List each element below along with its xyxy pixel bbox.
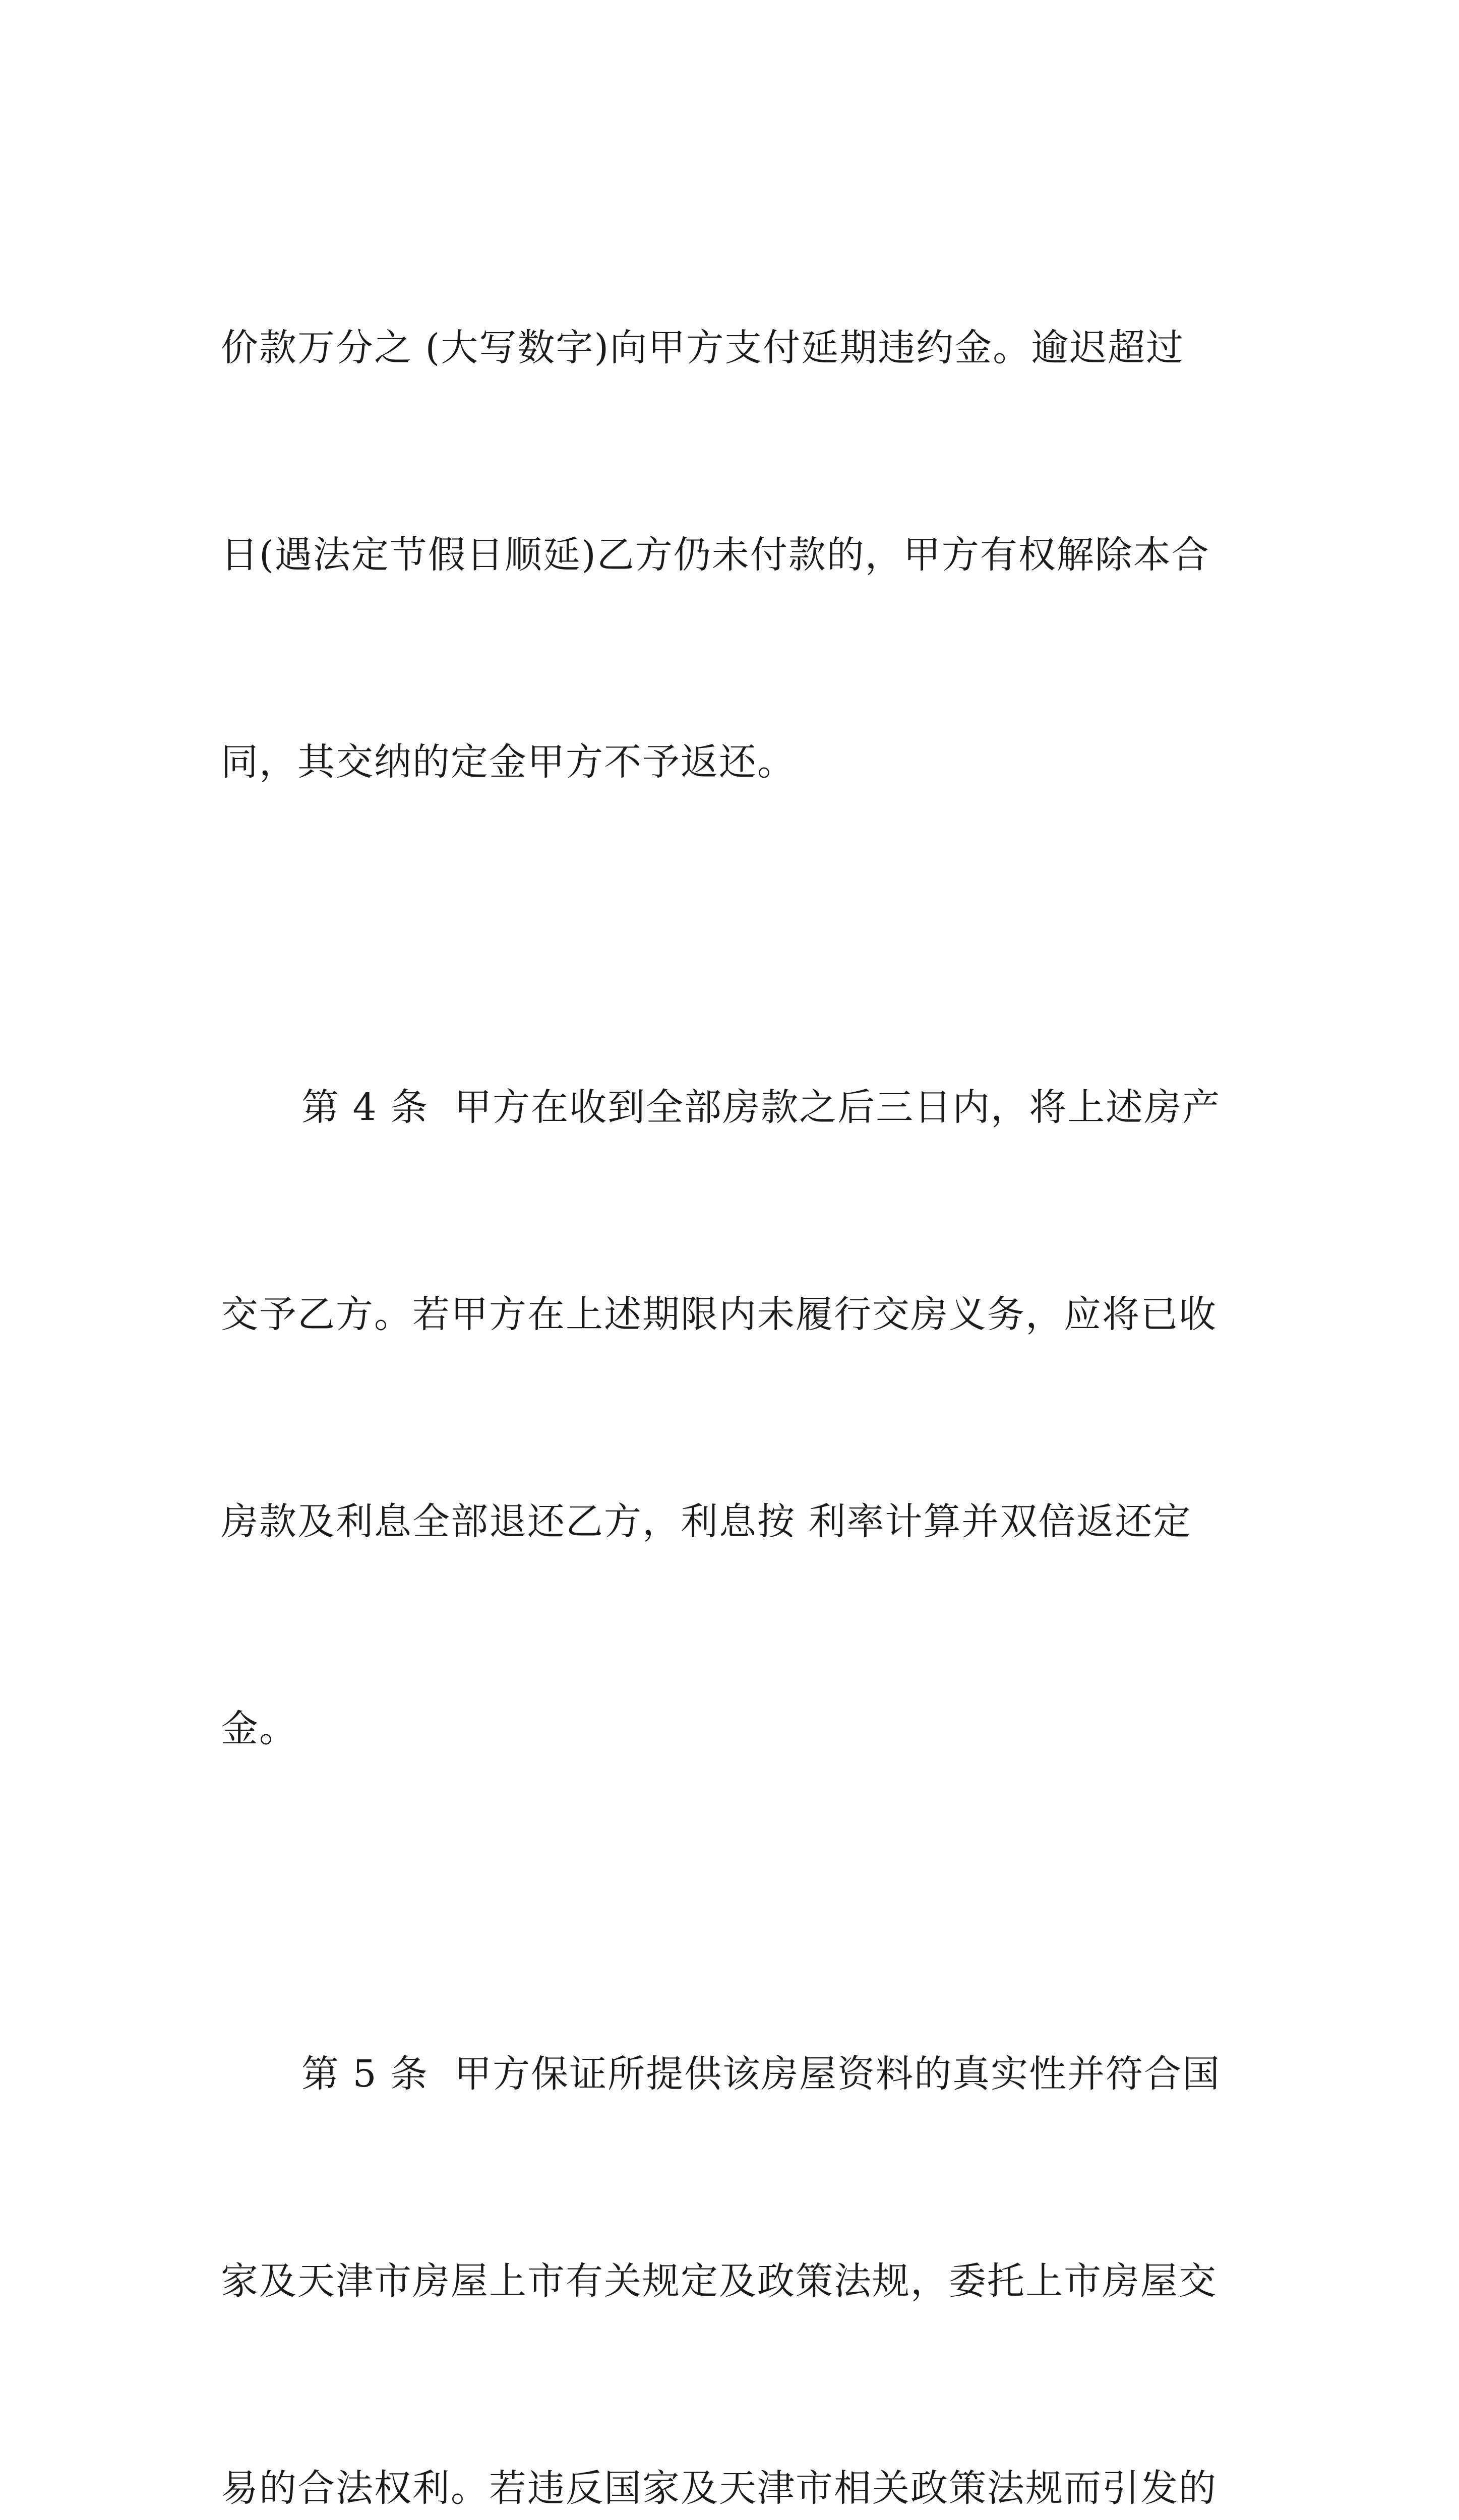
text-line: 第 4 条 甲方在收到全部房款之后三日内，将上述房产 bbox=[301, 1086, 1221, 1129]
text-line: 第 5 条 甲方保证所提供该房屋资料的真实性并符合国 bbox=[301, 2052, 1221, 2096]
text-line: 价款万分之 (大写数字)向甲方支付延期违约金。逾迟超过 bbox=[221, 326, 1185, 369]
text-line: 房款及利息全部退还乙方，利息按 利率计算并双倍返还定 bbox=[221, 1500, 1192, 1543]
paragraph-article-4 bbox=[221, 935, 1239, 1902]
text-line: 同，其交纳的定金甲方不予返还。 bbox=[221, 740, 796, 784]
text-line: 易的合法权利。若违反国家及天津市相关政策法规而引发的 bbox=[221, 2467, 1217, 2510]
text-line: 家及天津市房屋上市有关规定及政策法规，委托上市房屋交 bbox=[221, 2259, 1217, 2303]
text-line: 日(遇法定节假日顺延)乙方仍未付款的，甲方有权解除本合 bbox=[221, 533, 1210, 577]
paragraph-article-5 bbox=[221, 1902, 1239, 2520]
paragraph-penalty bbox=[221, 175, 1239, 935]
text-line: 交予乙方。若甲方在上述期限内未履行交房义务，应将已收 bbox=[221, 1293, 1217, 1336]
contract-text bbox=[221, 175, 1239, 2520]
text-line: 金。 bbox=[221, 1707, 297, 1750]
